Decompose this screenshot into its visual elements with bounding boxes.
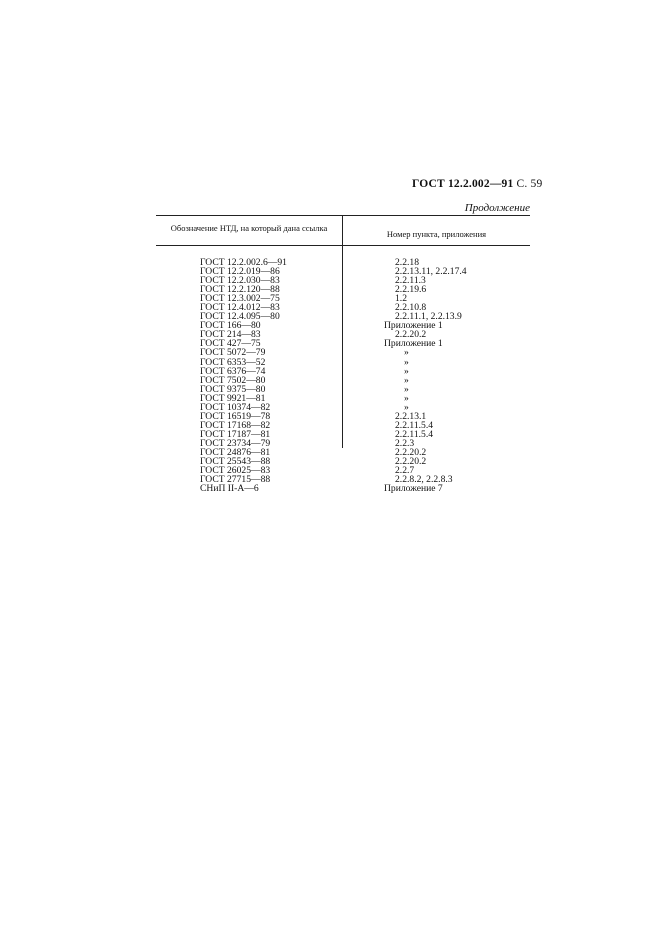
table-row-clause: » [404, 383, 409, 395]
table-top-rule [156, 215, 530, 216]
table-row-clause: » [404, 356, 409, 368]
clause-column [384, 258, 467, 493]
table-row-clause: » [404, 392, 409, 404]
column-header-clause: Номер пункта, приложения [386, 229, 487, 239]
table-row-document: ГОСТ 7502—80 [200, 374, 266, 386]
table-row-document: ГОСТ 6353—52 [200, 356, 266, 368]
table-row-document: ГОСТ 9375—80 [200, 383, 266, 395]
table-row-clause: Приложение 7 [384, 483, 443, 495]
table-row-clause: 1.2 [395, 293, 407, 305]
column-header-document: Обозначение НТД, на который дана ссылка [170, 223, 328, 233]
table-row-clause: Приложение 1 [384, 320, 443, 332]
table-row-clause: 2.2.20.2 [395, 329, 427, 341]
table-row-clause: 2.2.11.3 [395, 275, 426, 287]
table-row-clause: 2.2.18 [395, 257, 419, 268]
table-row-document: ГОСТ 25543—88 [200, 456, 271, 468]
table-row-clause: 2.2.11.5.4 [395, 419, 434, 431]
table-row-document: ГОСТ 24876—81 [200, 446, 271, 458]
table-row-document: ГОСТ 214—83 [200, 329, 261, 341]
table-row-document: ГОСТ 12.2.030—83 [200, 275, 280, 287]
table-row-document: ГОСТ 12.2.002.6—91 [200, 257, 287, 268]
table-row-document: ГОСТ 17187—81 [200, 428, 271, 440]
table-row-document: ГОСТ 12.4.095—80 [200, 311, 280, 323]
table-row-clause: » [404, 401, 409, 413]
table-row-clause: 2.2.19.6 [395, 284, 427, 296]
continuation-label: Продолжение [464, 202, 530, 214]
table-row-clause: 2.2.13.11, 2.2.17.4 [395, 266, 467, 278]
table-row-document: ГОСТ 26025—83 [200, 465, 271, 477]
table-row-document: ГОСТ 6376—74 [200, 365, 266, 377]
table-row-clause: 2.2.13.1 [395, 410, 427, 422]
column-divider [342, 215, 343, 448]
table-row-document: ГОСТ 12.3.002—75 [200, 293, 280, 305]
table-row-document: ГОСТ 27715—88 [200, 474, 271, 486]
table-row-clause: 2.2.8.2, 2.2.8.3 [395, 474, 453, 486]
table-row-document: ГОСТ 166—80 [200, 320, 261, 332]
table-row-clause: 2.2.20.2 [395, 456, 427, 468]
table-row-clause: » [404, 374, 409, 386]
table-row-clause: Приложение 1 [384, 338, 443, 350]
table-row-document: ГОСТ 12.2.120—88 [200, 284, 280, 296]
table-row-document: ГОСТ 5072—79 [200, 347, 266, 359]
doc-code: ГОСТ 12.2.002—91 [412, 178, 514, 190]
table-row-clause: 2.2.11.5.4 [395, 428, 434, 440]
table-row-clause: 2.2.3 [395, 437, 415, 449]
table-row-clause: 2.2.20.2 [395, 446, 427, 458]
table-row-document: ГОСТ 23734—79 [200, 437, 271, 449]
page-number: С. 59 [516, 178, 543, 190]
table-row-clause: 2.2.11.1, 2.2.13.9 [395, 311, 462, 323]
document-column [200, 258, 287, 493]
table-row-document: ГОСТ 12.4.012—83 [200, 302, 280, 314]
table-row-document: ГОСТ 427—75 [200, 338, 261, 350]
table-row-document: ГОСТ 17168—82 [200, 419, 271, 431]
table-row-clause: 2.2.10.8 [395, 302, 427, 314]
table-row-document: СНиП II-А—6 [200, 483, 259, 495]
table-row-document: ГОСТ 12.2.019—86 [200, 266, 280, 278]
table-row-clause: » [404, 347, 409, 359]
table-row-clause: » [404, 365, 409, 377]
table-row-document: ГОСТ 16519—78 [200, 410, 271, 422]
table-header-rule [156, 245, 530, 246]
table-row-clause: 2.2.7 [395, 465, 415, 477]
table-row-document: ГОСТ 9921—81 [200, 392, 266, 404]
running-header [412, 178, 542, 190]
table-row-document: ГОСТ 10374—82 [200, 401, 271, 413]
